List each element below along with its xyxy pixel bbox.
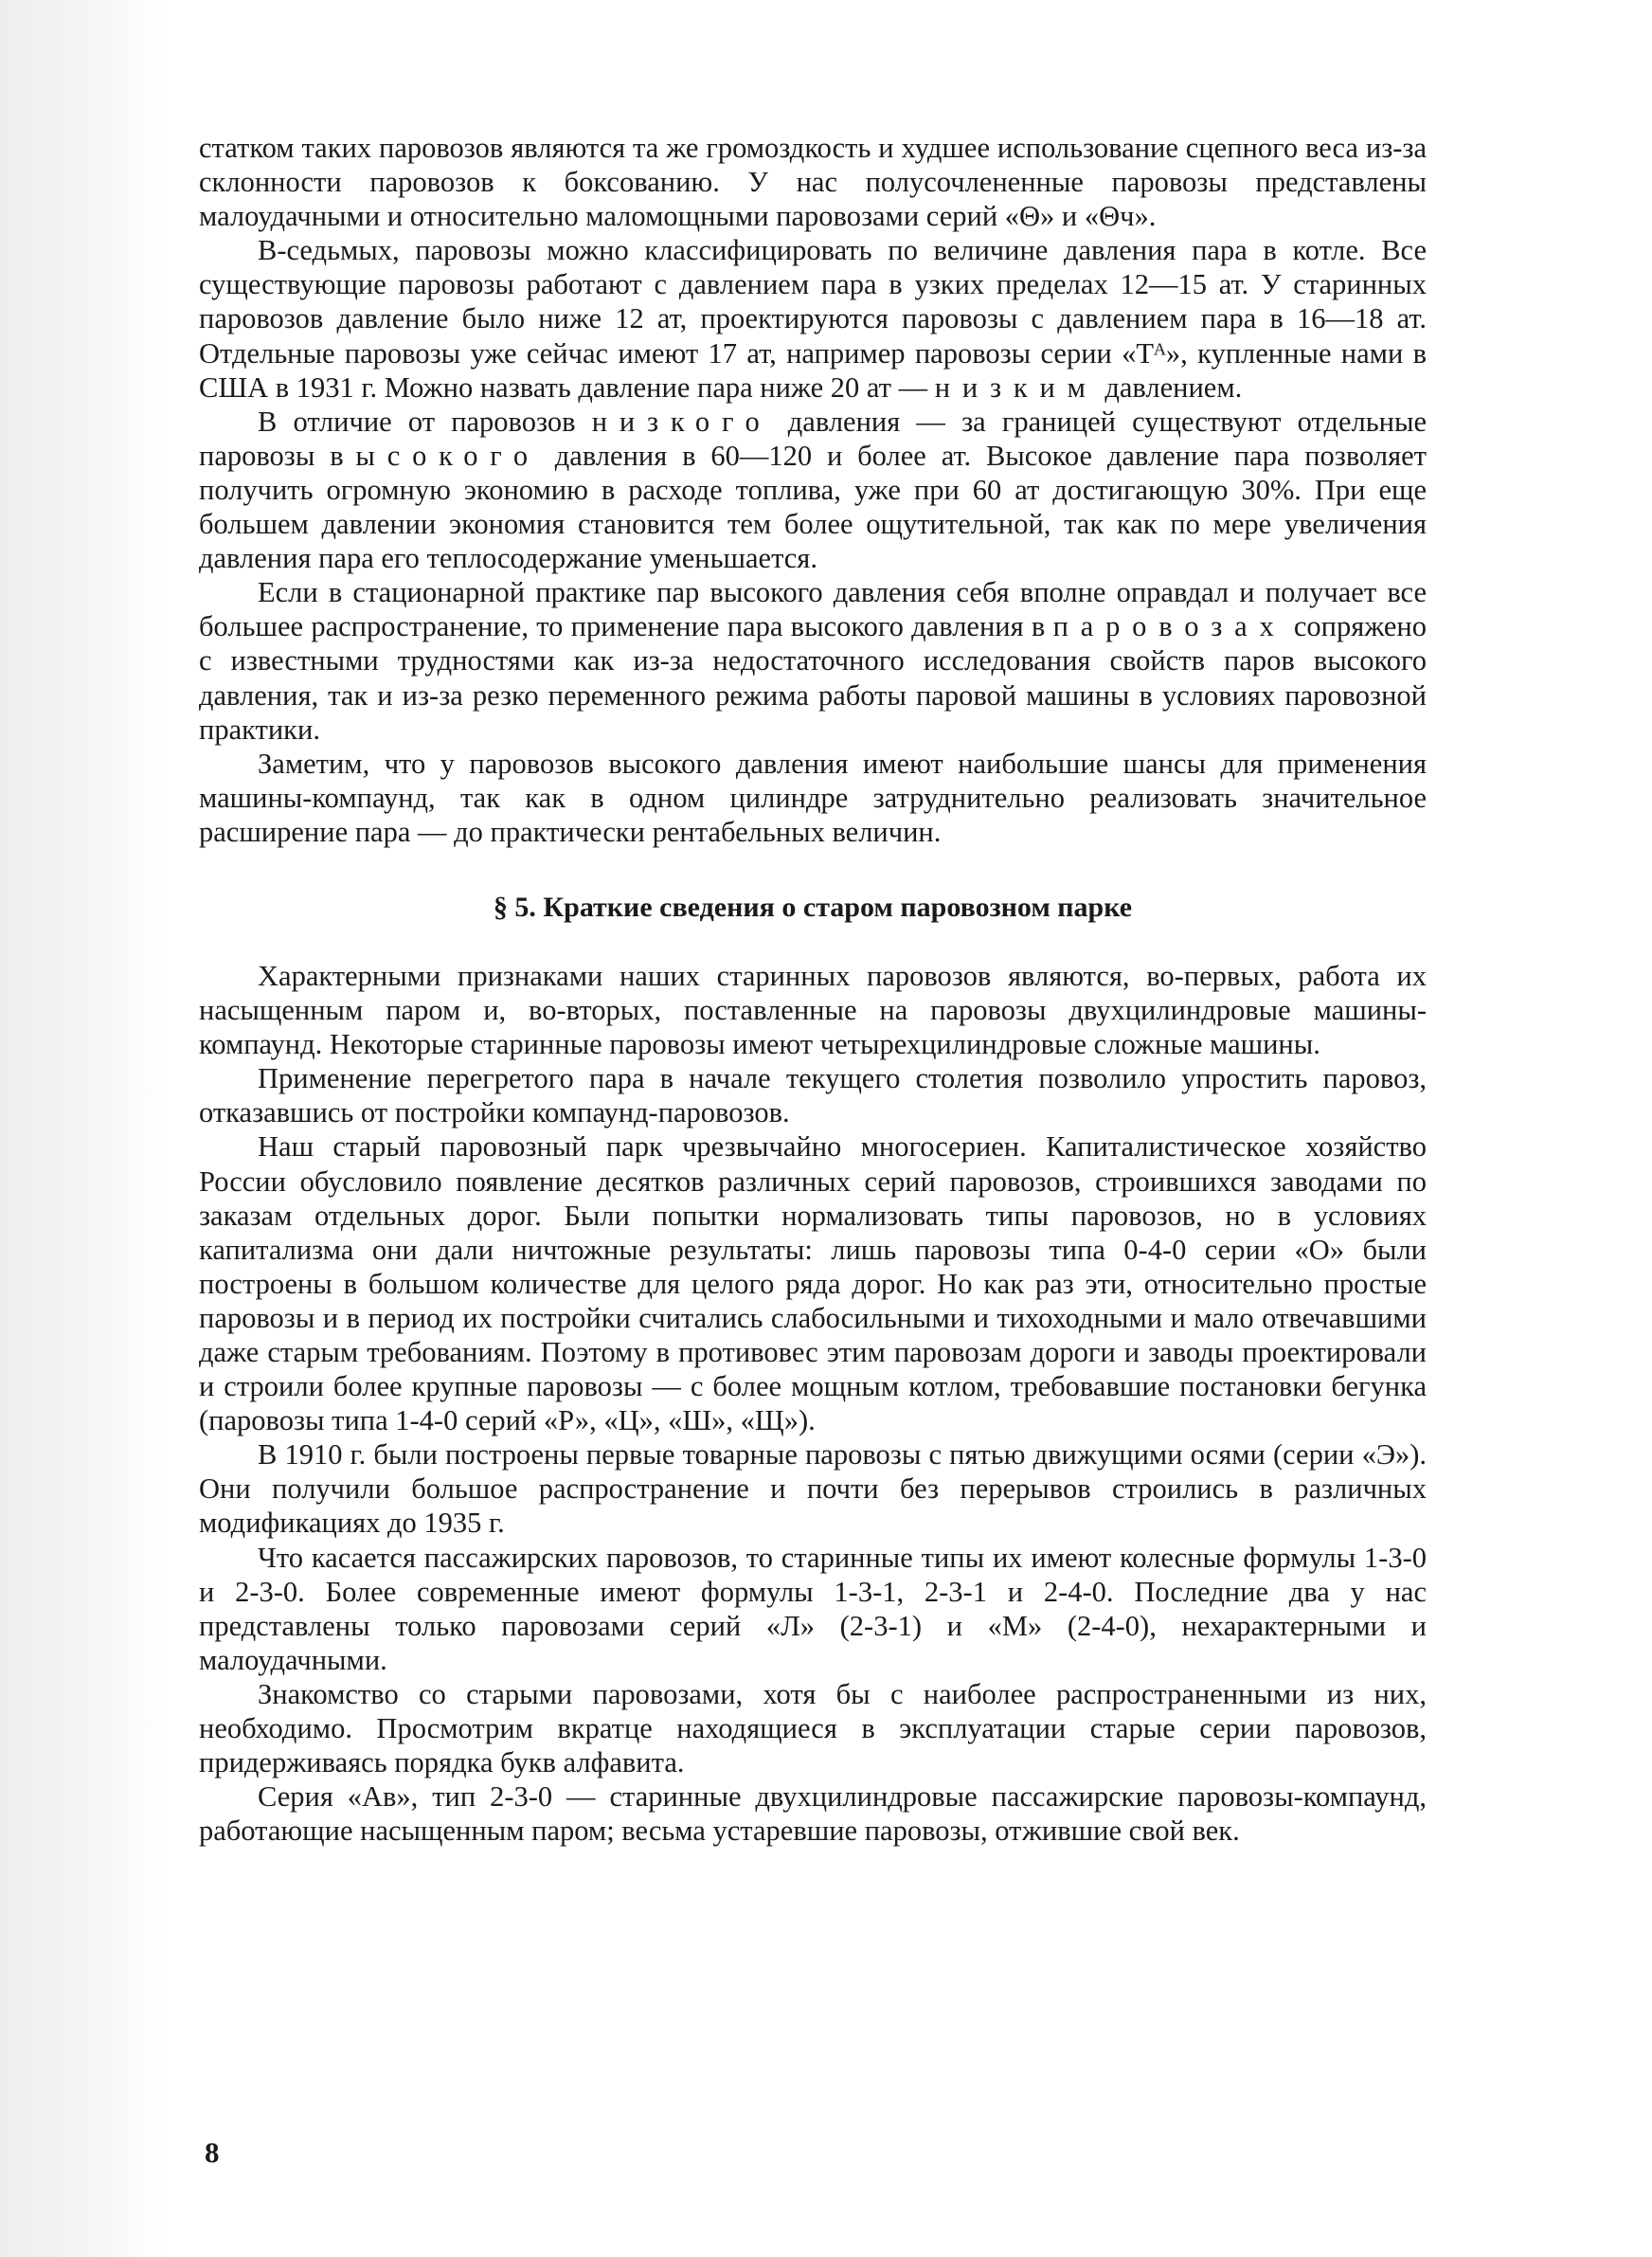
page-body (199, 131, 1427, 1848)
scan-shadow (0, 0, 166, 2257)
paragraph-text: сопряжено с известными трудностями как из-за недостаточного исследования свойств паров высокого давления, так и из-за резко переменного режима работы паровой машины в условиях паровозной практики. (199, 610, 1427, 746)
spaced-emphasis: паровозах (1052, 610, 1286, 643)
paragraph-text: давления в 60—120 и более ат. Высокое давление пара позволяет получить огромную экономию в расходе топлива, уже при 60 ат достигающую 30%. При еще большем давлении экономия становится тем более ощутительной, так как по мере увеличения давления пара его теплосодержание уменьшается. (199, 439, 1428, 575)
paragraph-old-fleet: Наш старый паровозный парк чрезвычайно многосериен. Капиталистическое хозяйство России обусловило появление десятков различных серий паровозов, строившихся заводами по заказам отдельных дорог. Были попытки нормализовать типы паровозов, но в условиях капитализма они дали ничтожные результаты: лишь паровозы типа 0-4-0 серии «О» были построены в большом количестве для целого ряда дорог. Но как раз эти, относительно простые паровозы и в период их постройки считались слабосильными и тихоходными и мало отвечавшими даже старым требованиям. Поэтому в противовес этим паровозам дороги и заводы проектировали и строили более крупные паровозы — с более мощным котлом, требовавшие постановки бегунка (паровозы типа 1-4-0 серий «Р», «Ц», «Ш», «Щ»). (199, 1130, 1427, 1437)
paragraph-pressure-classification (199, 233, 1427, 404)
paragraph-stationary-practice (199, 575, 1427, 746)
paragraph-series-av: Серия «Ав», тип 2-3-0 — старинные двухцилиндровые пассажирские паровозы-компаунд, работающие насыщенным паром; весьма устаревшие паровозы, отжившие свой век. (199, 1780, 1427, 1848)
spaced-emphasis: высокого (330, 439, 540, 472)
paragraph-high-pressure (199, 405, 1427, 575)
section-heading: § 5. Краткие сведения о старом паровозном парке (493, 891, 1133, 923)
paragraph-text: Если в стационарной практике пар высокого давления себя вполне оправдал и получает все большее распространение, то применение пара высокого давления в (199, 576, 1427, 643)
paragraph-text: давлением. (1097, 370, 1243, 404)
page-number: 8 (205, 2136, 220, 2169)
paragraph-text: давления — за границей существуют отдельные паровозы (199, 405, 1427, 472)
paragraph-continuation: статком таких паровозов являются та же громоздкость и худшее использование сцепного веса из-за склонности паровозов к боксованию. У нас полусочлененные паровозы представлены малоудачными и относительно маломощными паровозами серий «Θ» и «Θч». (199, 132, 1427, 233)
paragraph-text: В отличие от паровозов (258, 405, 592, 438)
paragraph-superheated: Применение перегретого пара в начале текущего столетия позволило упростить паровоз, отказавшись от постройки компаунд-паровозов. (199, 1062, 1427, 1129)
paragraph-features: Характерными признаками наших старинных паровозов являются, во-первых, работа их насыщенным паром и, во-вторых, поставленные на паровозы двухцилиндровые машины-компаунд. Некоторые старинные паровозы имеют четырехцилиндровые сложные машины. (199, 959, 1427, 1061)
paragraph-passenger: Что касается пассажирских паровозов, то старинные типы их имеют колесные формулы 1-3-0 и 2-3-0. Более современные имеют формулы 1-3-1, 2-3-1 и 2-4-0. Последние два у нас представлены только паровозами серий «Л» (2-3-1) и «М» (2-4-0), нехарактерными и малоудачными. (199, 1541, 1427, 1676)
paragraph-acquaintance: Знакомство со старыми паровозами, хотя бы с наиболее распространенными из них, необходимо. Просмотрим вкратце находящиеся в эксплуатации старые серии паровозов, придерживаясь порядка букв алфавита. (199, 1677, 1427, 1779)
paragraph-1910: В 1910 г. были построены первые товарные паровозы с пятью движущими осями (серии «Э»). Они получили большое распространение и почти без перерывов строились в различных модификациях до 1935 г. (199, 1438, 1427, 1540)
spaced-emphasis: низким (934, 370, 1098, 404)
paragraph-compound: Заметим, что у паровозов высокого давления имеют наибольшие шансы для применения машины-компаунд, так как в одном цилиндре затруднительно реализовать значительное расширение пара — до практически рентабельных величин. (199, 747, 1427, 848)
spaced-emphasis: низкого (591, 405, 772, 438)
paragraph-text: В-седьмых, паровозы можно классифицировать по величине давления пара в котле. Все существующие паровозы работают с давлением пара в узких пределах 12—15 ат. У старинных паровозов давление было ниже 12 ат, проектируются паровозы с давлением пара в 16—18 ат. Отдельные паровозы уже сейчас имеют 17 ат, например паровозы серии «Тᴬ», купленные нами в США в 1931 г. Можно назвать давление пара ниже 20 ат — (199, 234, 1427, 404)
